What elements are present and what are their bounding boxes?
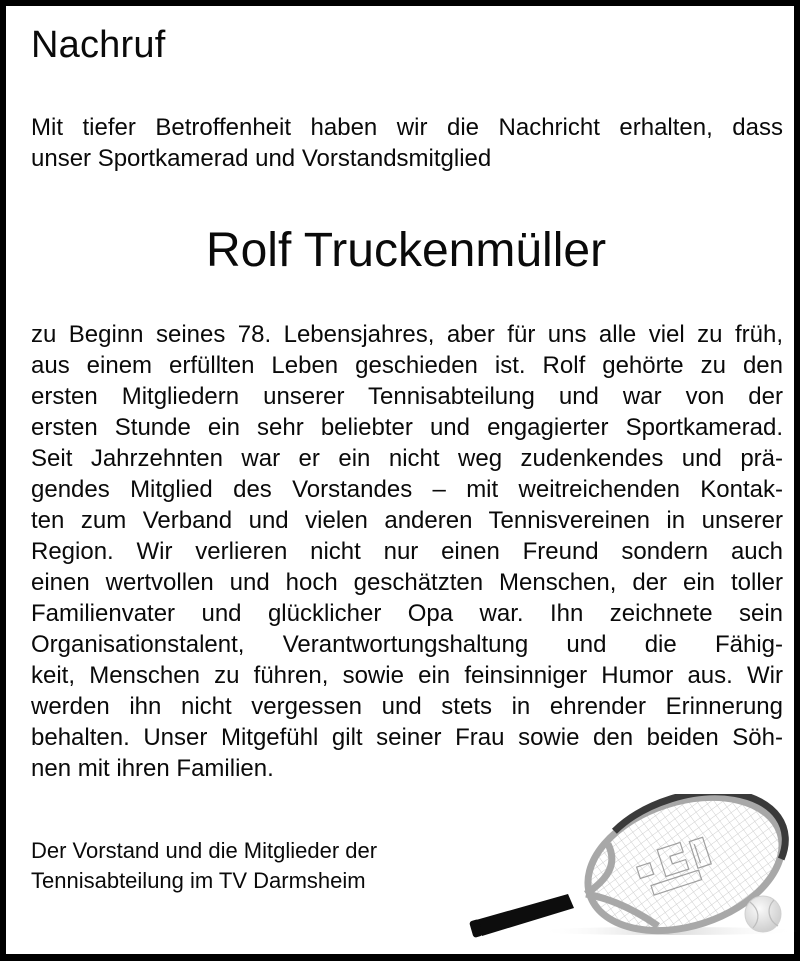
deceased-name: Rolf Truckenmüller <box>205 224 607 277</box>
obituary-body <box>31 319 783 784</box>
body-line: Familienvater und glücklicher Opa war. Ihn zeichnete sein <box>31 600 783 627</box>
body-line: ersten Stunde ein sehr beliebter und engagierter Sportkamerad. <box>31 414 783 441</box>
intro-paragraph <box>31 113 783 174</box>
signature-block <box>31 836 377 896</box>
body-line: ersten Mitgliedern unserer Tennisabteilung und war von der <box>31 383 783 410</box>
signature-line: Tennisabteilung im TV Darmsheim <box>31 868 366 893</box>
body-line: werden ihn nicht vergessen und stets in ehrender Erinnerung <box>31 693 783 720</box>
body-line: gendes Mitglied des Vorstandes – mit weitreichenden Kontak- <box>31 476 783 503</box>
body-line: zu Beginn seines 78. Lebensjahres, aber für uns alle viel zu früh, <box>31 321 783 348</box>
intro-line: unser Sportkamerad und Vorstandsmitglied <box>31 144 492 172</box>
body-line: Organisationstalent, Verantwortungshaltung und die Fähig- <box>31 631 783 658</box>
body-line: keit, Menschen zu führen, sowie ein feinsinniger Humor aus. Wir <box>31 662 783 689</box>
signature-line: Der Vorstand und die Mitglieder der <box>31 838 378 863</box>
body-line: aus einem erfüllten Leben geschieden ist. Rolf gehörte zu den <box>31 352 783 379</box>
body-line: behalten. Unser Mitgefühl gilt seiner Frau sowie den beiden Söh- <box>31 724 783 751</box>
body-line: ten zum Verband und vielen anderen Tennisvereinen in unserer <box>31 507 783 534</box>
tennis-racket-and-ball-icon <box>468 794 798 944</box>
notice-title: Nachruf <box>31 24 166 66</box>
body-line: Seit Jahrzehnten war er ein nicht weg zudenkendes und prä- <box>31 445 783 472</box>
body-line: einen wertvollen und hoch geschätzten Menschen, der ein toller <box>31 569 783 596</box>
intro-line: Mit tiefer Betroffenheit haben wir die Nachricht erhalten, dass <box>31 114 783 141</box>
body-line: nen mit ihren Familien. <box>31 755 274 782</box>
body-line: Region. Wir verlieren nicht nur einen Freund sondern auch <box>31 538 783 565</box>
